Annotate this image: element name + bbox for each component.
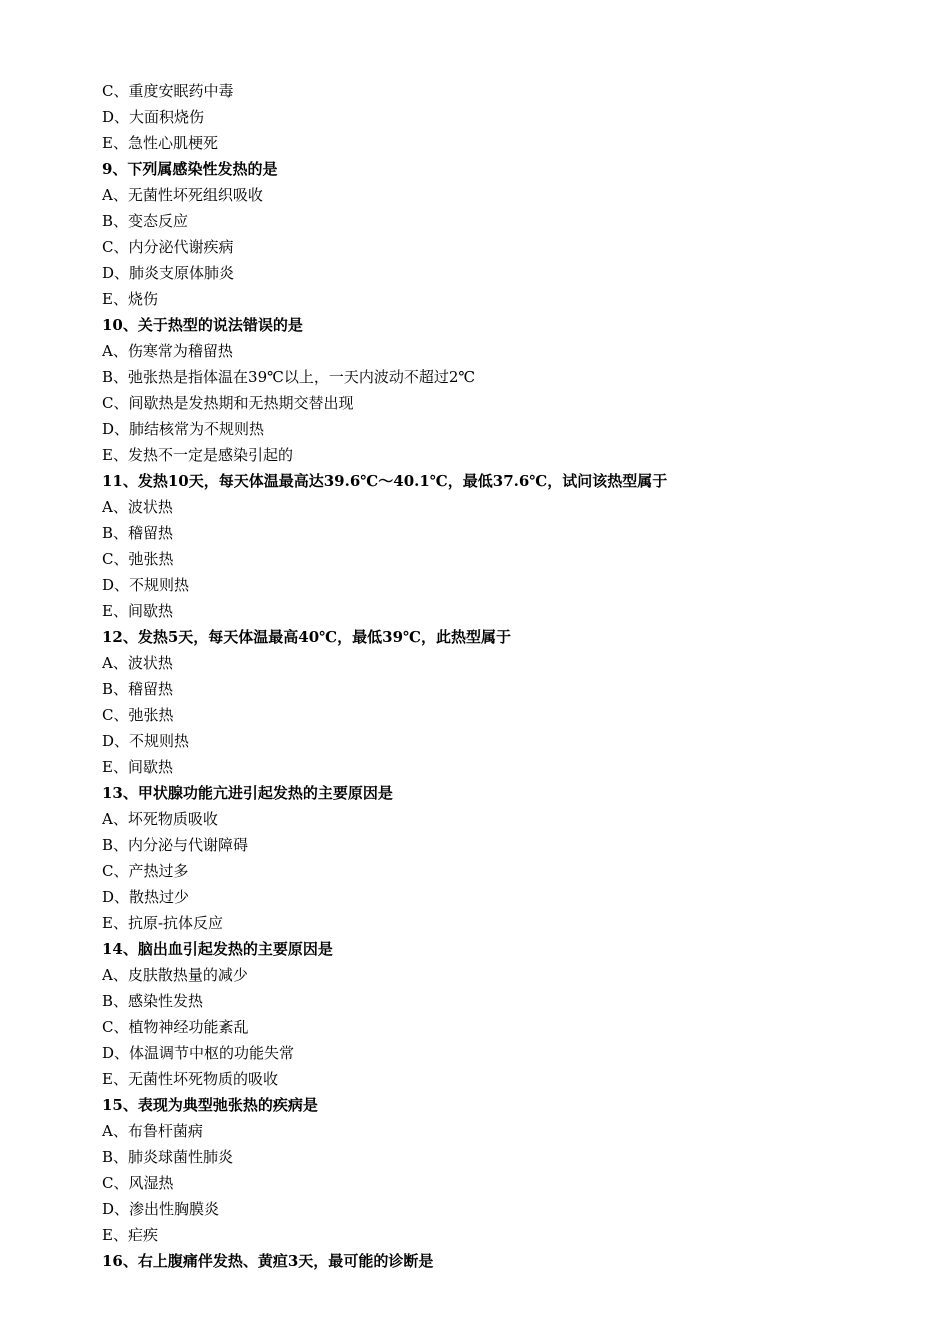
option-line: A、皮肤散热量的减少	[102, 966, 248, 984]
option-line: D、渗出性胸膜炎	[102, 1200, 220, 1218]
option-line: B、感染性发热	[102, 992, 204, 1010]
option-line: E、疟疾	[102, 1226, 158, 1244]
option-line: D、肺炎支原体肺炎	[102, 264, 235, 282]
option-line: C、植物神经功能紊乱	[102, 1018, 249, 1036]
question-line: 12、发热5天，每天体温最高40℃，最低39℃，此热型属于	[102, 628, 512, 646]
option-line: A、伤寒常为稽留热	[102, 342, 233, 360]
question-line: 16、右上腹痛伴发热、黄疸3天，最可能的诊断是	[102, 1252, 434, 1270]
option-line: B、稽留热	[102, 524, 174, 542]
option-line: E、无菌性坏死物质的吸收	[102, 1070, 278, 1088]
option-line: C、间歇热是发热期和无热期交替出现	[102, 394, 354, 412]
option-line: A、无菌性坏死组织吸收	[102, 186, 263, 204]
option-line: D、大面积烧伤	[102, 108, 205, 126]
option-line: B、变态反应	[102, 212, 189, 230]
question-line: 10、关于热型的说法错误的是	[102, 316, 303, 334]
option-line: E、烧伤	[102, 290, 158, 308]
option-line: C、产热过多	[102, 862, 189, 880]
option-line: D、肺结核常为不规则热	[102, 420, 265, 438]
option-line: B、弛张热是指体温在39℃以上，一天内波动不超过2℃	[102, 368, 476, 386]
question-line: 15、表现为典型弛张热的疾病是	[102, 1096, 318, 1114]
option-line: C、弛张热	[102, 550, 174, 568]
option-line: E、抗原-抗体反应	[102, 914, 224, 932]
option-line: E、急性心肌梗死	[102, 134, 218, 152]
option-line: A、坏死物质吸收	[102, 810, 218, 828]
question-line: 11、发热10天，每天体温最高达39.6℃～40.1℃，最低37.6℃，试问该热型属于	[102, 472, 668, 490]
option-line: E、间歇热	[102, 758, 173, 776]
option-line: C、内分泌代谢疾病	[102, 238, 234, 256]
option-line: D、体温调节中枢的功能失常	[102, 1044, 295, 1062]
option-line: A、波状热	[102, 498, 173, 516]
question-line: 13、甲状腺功能亢进引起发热的主要原因是	[102, 784, 393, 802]
option-line: D、散热过少	[102, 888, 190, 906]
option-line: B、稽留热	[102, 680, 174, 698]
question-line: 14、脑出血引起发热的主要原因是	[102, 940, 333, 958]
option-line: A、波状热	[102, 654, 173, 672]
option-line: E、间歇热	[102, 602, 173, 620]
option-line: D、不规则热	[102, 576, 190, 594]
option-line: C、弛张热	[102, 706, 174, 724]
option-line: E、发热不一定是感染引起的	[102, 446, 293, 464]
option-line: C、风湿热	[102, 1174, 174, 1192]
question-line: 9、下列属感染性发热的是	[102, 160, 278, 178]
document-page	[102, 78, 902, 1274]
option-line: B、肺炎球菌性肺炎	[102, 1148, 234, 1166]
option-line: B、内分泌与代谢障碍	[102, 836, 249, 854]
option-line: C、重度安眠药中毒	[102, 82, 234, 100]
option-line: A、布鲁杆菌病	[102, 1122, 203, 1140]
option-line: D、不规则热	[102, 732, 190, 750]
